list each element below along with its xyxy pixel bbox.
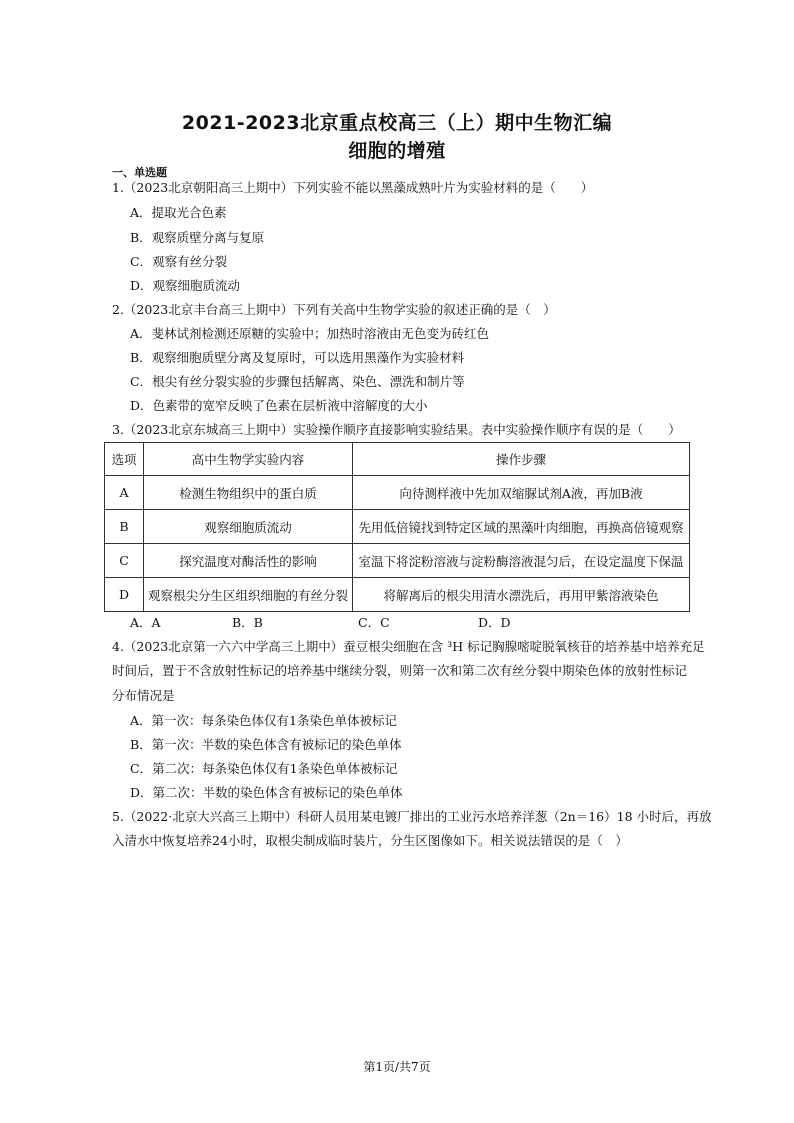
question-4-stem-line: 4.（2023北京第一六六中学高三上期中）蚕豆根尖细胞在含 ³H 标记胸腺嘧啶脱氧核苷的培养基中培养充足 [112,639,705,654]
table-cell: 检测生物组织中的蛋白质 [144,476,353,510]
table-cell: 向待测样液中先加双缩脲试剂A液，再加B液 [353,476,690,510]
table-cell: 观察细胞质流动 [144,510,353,544]
question-2-option-c: C．根尖有丝分裂实验的步骤包括解离、染色、漂洗和制片等 [130,374,465,389]
question-1-option-a: A．提取光合色素 [130,205,227,220]
question-4-stem-line: 分布情况是 [112,688,175,703]
question-1-option-b: B．观察质壁分离与复原 [130,230,265,245]
page-footer: 第1页/共7页 [363,1060,431,1074]
experiment-table [104,442,690,612]
question-2-option-a: A．斐林试剂检测还原糖的实验中；加热时溶液由无色变为砖红色 [130,326,490,341]
question-3-stem: 3.（2023北京东城高三上期中）实验操作顺序直接影响实验结果。表中实验操作顺序有误的是（ ） [112,422,681,437]
question-3-choice-d: D．D [478,615,511,630]
question-1-option-c: C．观察有丝分裂 [130,254,228,269]
table-header-row [105,443,690,476]
question-4-option-c: C．第二次：每条染色体仅有1条染色单体被标记 [130,761,398,776]
table-cell: B [105,510,144,544]
table-cell: 探究温度对酶活性的影响 [144,544,353,578]
table-cell: 先用低倍镜找到特定区域的黑藻叶肉细胞，再换高倍镜观察 [353,510,690,544]
table-row [105,476,690,510]
question-4-stem-line: 时间后，置于不含放射性标记的培养基中继续分裂，则第一次和第二次有丝分裂中期染色体的放射性标记 [112,663,688,678]
question-2-stem: 2.（2023北京丰台高三上期中）下列有关高中生物学实验的叙述正确的是（ ） [112,302,556,317]
document-title: 2021-2023北京重点校高三（上）期中生物汇编 [181,112,613,134]
table-row [105,578,690,612]
table-cell: 室温下将淀粉溶液与淀粉酶溶液混匀后，在设定温度下保温 [353,544,690,578]
question-3-choice-c: C．C [358,615,390,630]
question-3-choice-b: B．B [232,615,263,630]
table-cell: C [105,544,144,578]
question-2-option-d: D．色素带的宽窄反映了色素在层析液中溶解度的大小 [130,398,428,413]
table-header-cell: 高中生物学实验内容 [144,443,353,476]
document-subtitle: 细胞的增殖 [348,140,446,162]
question-5-stem-line: 5.（2022·北京大兴高三上期中）科研人员用某电镀厂排出的工业污水培养洋葱（2n＝16）18 小时后，再放 [112,809,712,824]
question-5-stem-line: 入清水中恢复培养24小时，取根尖制成临时装片，分生区图像如下。相关说法错误的是（ ） [112,833,628,848]
question-4-option-a: A．第一次：每条染色体仅有1条染色单体被标记 [130,713,397,728]
table-header-cell: 操作步骤 [353,443,690,476]
table-header-cell: 选项 [105,443,144,476]
table-cell: 观察根尖分生区组织细胞的有丝分裂 [144,578,353,612]
question-1-option-d: D．观察细胞质流动 [130,278,241,293]
table-row [105,544,690,578]
table-cell: D [105,578,144,612]
table-cell: A [105,476,144,510]
question-3-choice-a: A．A [130,615,161,630]
question-2-option-b: B．观察细胞质壁分离及复原时，可以选用黑藻作为实验材料 [130,350,465,365]
question-4-option-d: D．第二次：半数的染色体含有被标记的染色单体 [130,785,403,800]
table-row [105,510,690,544]
table-cell: 将解离后的根尖用清水漂洗后，再用甲紫溶液染色 [353,578,690,612]
section-heading: 一、单选题 [112,166,167,179]
question-1-stem: 1.（2023北京朝阳高三上期中）下列实验不能以黑藻成熟叶片为实验材料的是（ ） [112,180,594,195]
question-4-option-b: B．第一次：半数的染色体含有被标记的染色单体 [130,737,402,752]
